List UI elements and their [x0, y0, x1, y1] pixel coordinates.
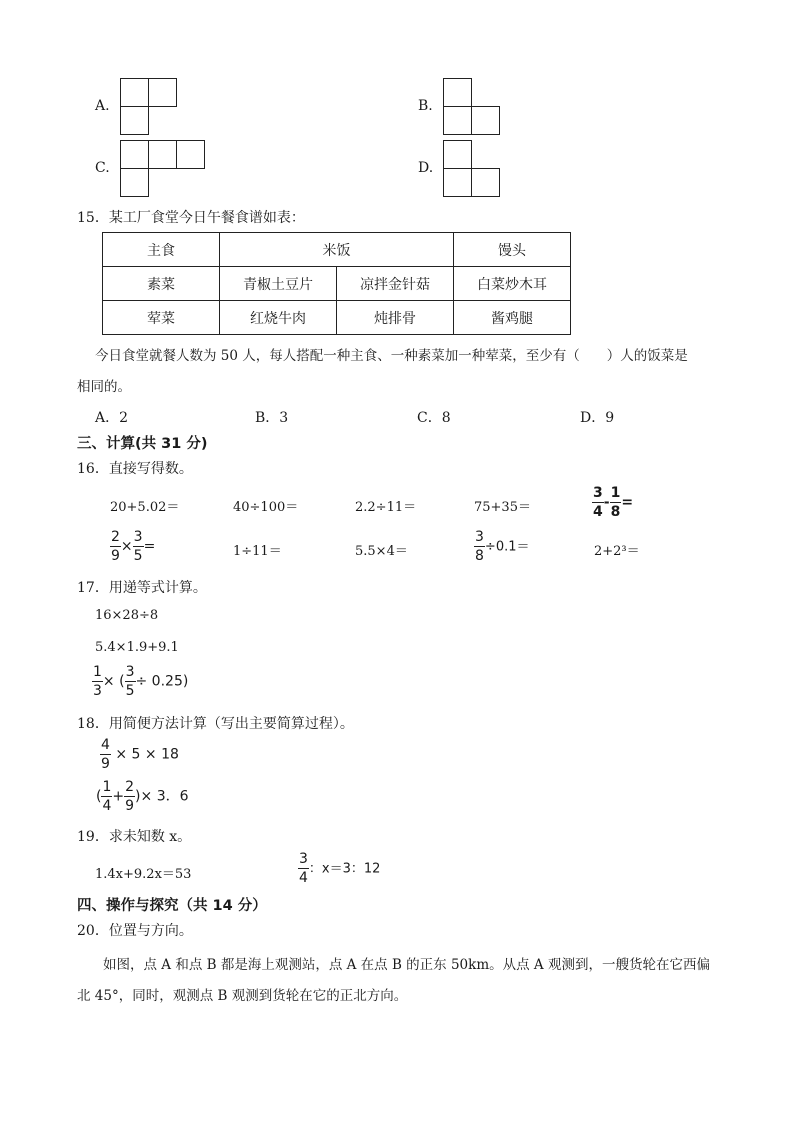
q20-text-line1: 如图，点 A 和点 B 都是海上观测站，点 A 在点 B 的正东 50km。从点 A 观测到，一艘货轮在它西偏: [103, 957, 710, 973]
q16-item: 2.2÷11＝: [355, 500, 417, 515]
section-3-title: 三、计算(共 31 分): [77, 436, 208, 452]
q16-item: 5.5×4＝: [355, 544, 408, 559]
option-c-label: C.: [95, 160, 110, 176]
q15-text-line2: 相同的。: [77, 379, 131, 395]
table-cell: 凉拌金针菇: [337, 267, 454, 301]
q15-option-a: A．2: [95, 410, 129, 426]
q15-option-d: D．9: [580, 410, 615, 426]
q15-label: 15．某工厂食堂今日午餐食谱如表：: [77, 210, 305, 226]
table-cell: 荤菜: [103, 301, 220, 335]
q18-label: 18．用简便方法计算（写出主要简算过程）。: [77, 716, 354, 732]
q16-item: 2+2³＝: [594, 544, 640, 559]
option-d-label: D.: [418, 160, 434, 176]
q18-expression: ( $\frac{1}{4}$ + $\frac{2}{9}$ )× 3．6: [96, 779, 189, 814]
q17-expression: 16×28÷8: [95, 608, 159, 623]
q17-label: 17．用递等式计算。: [77, 580, 207, 596]
q19-label: 19．求未知数 x。: [77, 829, 192, 845]
table-cell: 白菜炒木耳: [454, 267, 571, 301]
q15-option-b: B．3: [255, 410, 289, 426]
q16-item: 20+5.02＝: [110, 500, 180, 515]
q16-fraction-item: $\frac{3}{8}$ ÷0.1＝: [475, 529, 530, 564]
q18-expression: $\frac{4}{9}$ × 5 × 18: [101, 737, 179, 772]
q16-fraction-item: $\frac{3}{4}$ - $\frac{1}{8}$ =: [593, 485, 634, 520]
q17-expression: $\frac{1}{3}$ × ( $\frac{3}{5}$ ÷ 0.25): [93, 664, 189, 699]
q19-equation: 1.4x+9.2x＝53: [95, 867, 192, 882]
table-row: [103, 301, 571, 335]
table-cell: 红烧牛肉: [220, 301, 337, 335]
q16-fraction-item: $\frac{2}{9}$ × $\frac{3}{5}$ =: [111, 529, 156, 564]
table-cell: 青椒土豆片: [220, 267, 337, 301]
q16-label: 16．直接写得数。: [77, 461, 193, 477]
table-cell: 馒头: [454, 233, 571, 267]
section-4-title: 四、操作与探究（共 14 分）: [77, 898, 267, 914]
table-cell: 酱鸡腿: [454, 301, 571, 335]
q19-equation: $\frac{3}{4}$ ：x＝3：12: [299, 851, 381, 886]
q15-option-c: C．8: [417, 410, 451, 426]
option-a-label: A.: [95, 98, 110, 114]
q16-item: 40÷100＝: [233, 500, 299, 515]
q20-label: 20．位置与方向。: [77, 923, 193, 939]
table-cell: 素菜: [103, 267, 220, 301]
table-row: [103, 233, 571, 267]
table-cell: 米饭: [220, 233, 454, 267]
q15-text-line1: 今日食堂就餐人数为 50 人，每人搭配一种主食、一种素菜加一种荤菜，至少有（ ）人的饭菜是: [95, 348, 688, 364]
table-cell: 炖排骨: [337, 301, 454, 335]
q16-item: 1÷11＝: [233, 544, 282, 559]
option-b-label: B.: [418, 98, 433, 114]
q17-expression: 5.4×1.9+9.1: [95, 640, 179, 655]
table-cell: 主食: [103, 233, 220, 267]
table-row: [103, 267, 571, 301]
menu-table: [102, 232, 571, 335]
q20-text-line2: 北 45°，同时，观测点 B 观测到货轮在它的正北方向。: [77, 988, 408, 1004]
q16-item: 75+35＝: [474, 500, 531, 515]
